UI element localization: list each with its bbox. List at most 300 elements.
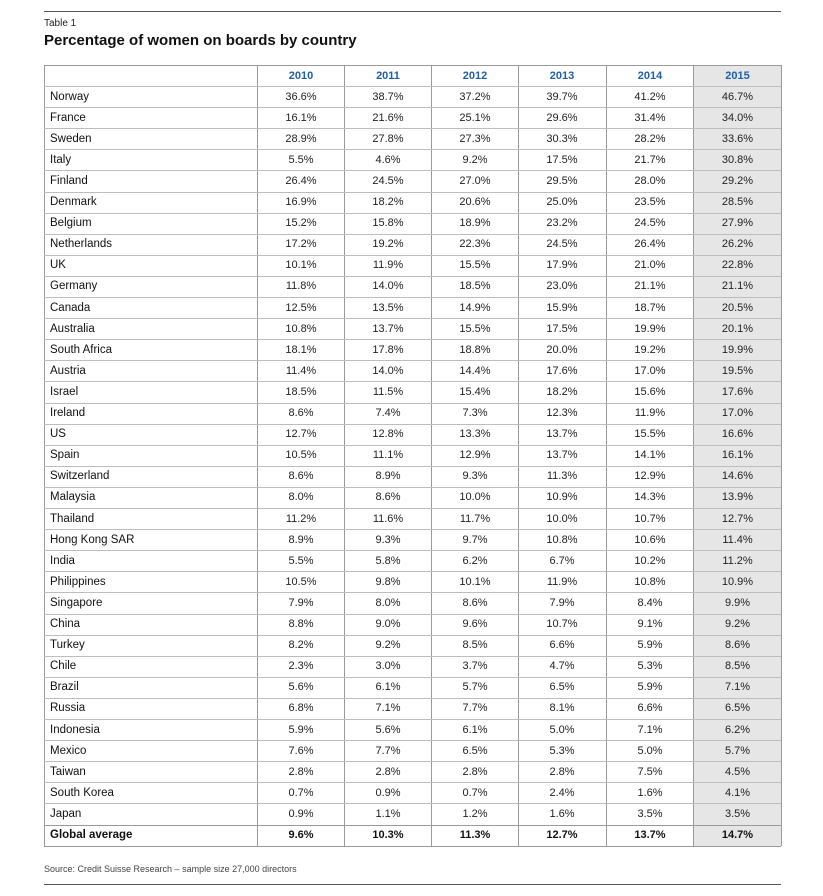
row-divider <box>44 846 781 847</box>
value-cell: 24.5% <box>546 238 578 251</box>
value-cell: 17.2% <box>285 238 317 251</box>
value-cell: 8.1% <box>549 702 575 715</box>
value-cell: 18.5% <box>285 385 317 398</box>
value-cell: 6.5% <box>724 702 751 715</box>
country-name: Denmark <box>50 196 97 209</box>
value-cell: 6.7% <box>549 554 575 567</box>
country-name: Belgium <box>50 217 92 230</box>
global-average-row <box>44 825 781 846</box>
value-cell: 12.8% <box>372 428 404 441</box>
country-name: Austria <box>50 364 86 377</box>
value-cell: 10.8% <box>634 575 666 588</box>
country-name: Japan <box>50 807 82 820</box>
value-cell: 11.3% <box>546 470 578 483</box>
country-name: Philippines <box>50 575 106 588</box>
value-cell: 15.5% <box>459 322 491 335</box>
value-cell: 20.6% <box>459 196 491 209</box>
table-title: Percentage of women on boards by country <box>44 32 357 49</box>
year-header-2014: 2014 <box>637 69 663 82</box>
value-cell: 5.0% <box>637 744 663 757</box>
value-cell: 0.9% <box>288 807 314 820</box>
value-cell: 12.7% <box>721 512 754 525</box>
value-cell: 28.0% <box>634 174 666 187</box>
value-cell: 34.0% <box>721 111 754 124</box>
table-row <box>44 276 781 297</box>
global-average-value: 13.7% <box>634 829 666 842</box>
value-cell: 38.7% <box>372 90 404 103</box>
value-cell: 14.0% <box>372 364 404 377</box>
value-cell: 11.9% <box>546 575 578 588</box>
value-cell: 11.2% <box>722 554 753 567</box>
value-cell: 7.9% <box>549 596 575 609</box>
value-cell: 29.5% <box>546 174 578 187</box>
table-row <box>44 592 781 613</box>
value-cell: 46.7% <box>721 90 754 103</box>
value-cell: 11.2% <box>285 512 317 525</box>
value-cell: 9.1% <box>637 618 663 631</box>
value-cell: 11.5% <box>372 385 404 398</box>
value-cell: 8.0% <box>288 491 314 504</box>
value-cell: 20.1% <box>721 322 754 335</box>
country-name: Spain <box>50 449 80 462</box>
value-cell: 9.2% <box>375 639 401 652</box>
value-cell: 11.8% <box>285 280 317 293</box>
value-cell: 14.9% <box>459 301 491 314</box>
table-row <box>44 635 781 656</box>
global-average-value: 14.7% <box>721 829 754 842</box>
value-cell: 9.3% <box>375 533 401 546</box>
country-name: Netherlands <box>50 238 113 251</box>
value-cell: 27.8% <box>372 132 404 145</box>
table-row <box>44 86 781 107</box>
table-row <box>44 508 781 529</box>
value-cell: 8.5% <box>462 639 488 652</box>
value-cell: 19.5% <box>721 364 754 377</box>
year-header-2010: 2010 <box>288 69 314 82</box>
country-name: Singapore <box>50 596 103 609</box>
value-cell: 6.5% <box>549 681 575 694</box>
value-cell: 13.5% <box>372 301 404 314</box>
table-row <box>44 719 781 740</box>
value-cell: 17.6% <box>546 364 578 377</box>
value-cell: 10.1% <box>285 259 317 272</box>
year-header-2012: 2012 <box>462 69 488 82</box>
country-name: Mexico <box>50 744 87 757</box>
value-cell: 5.0% <box>549 723 575 736</box>
table-row <box>44 529 781 550</box>
value-cell: 17.5% <box>546 153 578 166</box>
value-cell: 5.9% <box>637 681 663 694</box>
value-cell: 19.9% <box>634 322 666 335</box>
value-cell: 20.0% <box>546 343 578 356</box>
value-cell: 2.8% <box>375 765 401 778</box>
table-row <box>44 128 781 149</box>
value-cell: 14.4% <box>459 364 491 377</box>
column-divider <box>781 65 782 846</box>
table-row <box>44 107 781 128</box>
value-cell: 36.6% <box>285 90 317 103</box>
value-cell: 11.1% <box>372 449 404 462</box>
country-name: Sweden <box>50 132 92 145</box>
value-cell: 8.9% <box>288 533 314 546</box>
table-row <box>44 424 781 445</box>
value-cell: 10.2% <box>634 554 666 567</box>
country-name: US <box>50 428 66 441</box>
country-name: Australia <box>50 322 95 335</box>
value-cell: 18.8% <box>459 343 491 356</box>
table-row <box>44 487 781 508</box>
value-cell: 1.6% <box>549 807 575 820</box>
value-cell: 10.0% <box>459 491 491 504</box>
value-cell: 12.5% <box>285 301 317 314</box>
value-cell: 16.6% <box>721 428 754 441</box>
value-cell: 41.2% <box>634 90 666 103</box>
value-cell: 16.9% <box>285 196 317 209</box>
year-header-2011: 2011 <box>376 69 400 82</box>
value-cell: 11.6% <box>372 512 404 525</box>
value-cell: 5.5% <box>288 554 314 567</box>
table-row <box>44 318 781 339</box>
value-cell: 7.3% <box>462 407 488 420</box>
value-cell: 1.6% <box>637 786 663 799</box>
value-cell: 2.8% <box>462 765 488 778</box>
value-cell: 8.6% <box>288 407 314 420</box>
table-row <box>44 550 781 571</box>
value-cell: 14.0% <box>372 280 404 293</box>
value-cell: 0.7% <box>288 786 314 799</box>
country-name: UK <box>50 259 66 272</box>
value-cell: 7.1% <box>724 681 751 694</box>
value-cell: 4.7% <box>549 660 575 673</box>
country-name: Hong Kong SAR <box>50 533 135 546</box>
year-header-2015: 2015 <box>725 69 750 82</box>
value-cell: 6.2% <box>462 554 488 567</box>
value-cell: 23.2% <box>546 217 578 230</box>
value-cell: 10.5% <box>285 449 317 462</box>
value-cell: 14.6% <box>721 470 754 483</box>
value-cell: 10.5% <box>285 575 317 588</box>
value-cell: 21.6% <box>372 111 404 124</box>
value-cell: 16.1% <box>285 111 317 124</box>
value-cell: 10.1% <box>459 575 491 588</box>
value-cell: 12.9% <box>634 470 666 483</box>
value-cell: 5.6% <box>375 723 401 736</box>
global-average-value: 12.7% <box>546 829 578 842</box>
value-cell: 29.2% <box>721 174 754 187</box>
country-name: Germany <box>50 280 98 293</box>
value-cell: 28.5% <box>721 196 754 209</box>
value-cell: 17.9% <box>546 259 578 272</box>
country-name: Malaysia <box>50 491 96 504</box>
value-cell: 8.2% <box>288 639 314 652</box>
value-cell: 6.5% <box>462 744 488 757</box>
value-cell: 9.2% <box>462 153 488 166</box>
value-cell: 4.1% <box>724 786 751 799</box>
table-row <box>44 677 781 698</box>
value-cell: 6.2% <box>724 723 751 736</box>
global-average-label: Global average <box>50 829 133 842</box>
value-cell: 18.2% <box>546 385 578 398</box>
country-name: Italy <box>50 153 72 166</box>
value-cell: 9.0% <box>375 618 401 631</box>
value-cell: 2.8% <box>549 765 575 778</box>
table-row <box>44 466 781 487</box>
value-cell: 18.7% <box>634 301 666 314</box>
value-cell: 9.8% <box>375 575 401 588</box>
value-cell: 2.8% <box>288 765 314 778</box>
table-row <box>44 740 781 761</box>
global-average-value: 11.3% <box>459 829 491 842</box>
value-cell: 26.4% <box>634 238 666 251</box>
country-name: Finland <box>50 174 88 187</box>
value-cell: 27.3% <box>459 132 491 145</box>
row-divider <box>44 65 781 66</box>
value-cell: 10.9% <box>546 491 578 504</box>
value-cell: 6.8% <box>288 702 314 715</box>
value-cell: 8.0% <box>375 596 401 609</box>
value-cell: 8.6% <box>724 639 751 652</box>
value-cell: 5.3% <box>549 744 575 757</box>
value-cell: 8.8% <box>288 618 314 631</box>
source-note: Source: Credit Suisse Research – sample size 27,000 directors <box>44 864 297 874</box>
value-cell: 4.5% <box>724 765 751 778</box>
value-cell: 1.1% <box>375 807 401 820</box>
value-cell: 9.3% <box>462 470 488 483</box>
header-row <box>44 65 781 86</box>
value-cell: 28.2% <box>634 132 666 145</box>
value-cell: 11.4% <box>722 533 753 546</box>
value-cell: 8.9% <box>375 470 401 483</box>
value-cell: 17.8% <box>372 343 404 356</box>
value-cell: 19.2% <box>372 238 404 251</box>
value-cell: 7.9% <box>288 596 314 609</box>
value-cell: 5.6% <box>288 681 314 694</box>
value-cell: 39.7% <box>546 90 578 103</box>
table-row <box>44 614 781 635</box>
value-cell: 7.7% <box>462 702 488 715</box>
country-name: Canada <box>50 301 91 314</box>
table-row <box>44 803 781 824</box>
value-cell: 10.7% <box>546 618 578 631</box>
country-name: South Korea <box>50 786 114 799</box>
value-cell: 9.9% <box>724 596 751 609</box>
table-row <box>44 403 781 424</box>
value-cell: 7.7% <box>375 744 401 757</box>
value-cell: 15.4% <box>459 385 491 398</box>
value-cell: 17.0% <box>721 407 754 420</box>
value-cell: 5.3% <box>637 660 663 673</box>
value-cell: 18.1% <box>285 343 317 356</box>
value-cell: 24.5% <box>634 217 666 230</box>
table-row <box>44 297 781 318</box>
value-cell: 6.1% <box>375 681 401 694</box>
value-cell: 14.3% <box>634 491 666 504</box>
value-cell: 7.1% <box>637 723 663 736</box>
country-name: Thailand <box>50 512 95 525</box>
table-row <box>44 656 781 677</box>
global-average-value: 10.3% <box>372 829 404 842</box>
value-cell: 9.6% <box>462 618 488 631</box>
table-row <box>44 698 781 719</box>
table-row <box>44 761 781 782</box>
country-name: Israel <box>50 385 79 398</box>
table-row <box>44 571 781 592</box>
value-cell: 8.6% <box>288 470 314 483</box>
value-cell: 21.0% <box>634 259 666 272</box>
value-cell: 12.7% <box>285 428 317 441</box>
value-cell: 23.0% <box>546 280 578 293</box>
value-cell: 27.0% <box>459 174 491 187</box>
value-cell: 7.1% <box>375 702 401 715</box>
value-cell: 25.1% <box>459 111 491 124</box>
value-cell: 11.7% <box>459 512 491 525</box>
year-header-2013: 2013 <box>549 69 575 82</box>
value-cell: 15.8% <box>372 217 404 230</box>
value-cell: 18.2% <box>372 196 404 209</box>
value-cell: 24.5% <box>372 174 404 187</box>
country-name: Brazil <box>50 681 79 694</box>
table-row <box>44 339 781 360</box>
country-name: Indonesia <box>50 723 100 736</box>
value-cell: 5.9% <box>637 639 663 652</box>
value-cell: 37.2% <box>459 90 491 103</box>
value-cell: 0.9% <box>375 786 401 799</box>
value-cell: 11.4% <box>285 364 317 377</box>
value-cell: 13.3% <box>459 428 491 441</box>
value-cell: 25.0% <box>546 196 578 209</box>
value-cell: 13.7% <box>372 322 404 335</box>
value-cell: 33.6% <box>721 132 754 145</box>
value-cell: 13.9% <box>721 491 754 504</box>
value-cell: 12.9% <box>459 449 491 462</box>
value-cell: 18.9% <box>459 217 491 230</box>
country-name: China <box>50 618 81 631</box>
value-cell: 15.2% <box>285 217 317 230</box>
value-cell: 26.2% <box>721 238 754 251</box>
value-cell: 0.7% <box>462 786 488 799</box>
value-cell: 18.5% <box>459 280 491 293</box>
value-cell: 7.5% <box>637 765 663 778</box>
value-cell: 15.5% <box>459 259 491 272</box>
value-cell: 9.7% <box>462 533 488 546</box>
value-cell: 11.9% <box>372 259 404 272</box>
country-name: France <box>50 111 86 124</box>
table-row <box>44 255 781 276</box>
value-cell: 17.0% <box>634 364 666 377</box>
value-cell: 10.6% <box>634 533 666 546</box>
value-cell: 19.2% <box>634 343 666 356</box>
value-cell: 21.1% <box>634 280 666 293</box>
value-cell: 23.5% <box>634 196 666 209</box>
country-name: Switzerland <box>50 470 110 483</box>
country-name: South Africa <box>50 343 113 356</box>
value-cell: 10.8% <box>546 533 578 546</box>
value-cell: 10.0% <box>546 512 578 525</box>
country-name: Chile <box>50 660 77 673</box>
value-cell: 5.8% <box>375 554 401 567</box>
value-cell: 16.1% <box>721 449 754 462</box>
country-name: Russia <box>50 702 86 715</box>
value-cell: 21.7% <box>634 153 666 166</box>
value-cell: 13.7% <box>546 449 578 462</box>
value-cell: 10.7% <box>634 512 666 525</box>
value-cell: 19.9% <box>721 343 754 356</box>
global-average-value: 9.6% <box>288 829 314 842</box>
value-cell: 17.6% <box>721 385 754 398</box>
table-row <box>44 170 781 191</box>
country-name: Taiwan <box>50 765 86 778</box>
value-cell: 10.9% <box>721 575 754 588</box>
value-cell: 14.1% <box>634 449 666 462</box>
table-row <box>44 149 781 170</box>
value-cell: 7.6% <box>288 744 314 757</box>
value-cell: 21.1% <box>721 280 754 293</box>
value-cell: 8.6% <box>462 596 488 609</box>
table-row <box>44 234 781 255</box>
women-on-boards-table <box>44 65 781 846</box>
value-cell: 17.5% <box>546 322 578 335</box>
value-cell: 4.6% <box>375 153 401 166</box>
value-cell: 8.4% <box>637 596 663 609</box>
value-cell: 2.3% <box>288 660 314 673</box>
value-cell: 30.8% <box>721 153 754 166</box>
value-cell: 6.6% <box>637 702 663 715</box>
value-cell: 28.9% <box>285 132 317 145</box>
value-cell: 5.7% <box>462 681 488 694</box>
value-cell: 12.3% <box>546 407 578 420</box>
value-cell: 29.6% <box>546 111 578 124</box>
value-cell: 22.3% <box>459 238 491 251</box>
value-cell: 2.4% <box>549 786 575 799</box>
value-cell: 1.2% <box>462 807 488 820</box>
value-cell: 15.6% <box>634 385 666 398</box>
value-cell: 13.7% <box>546 428 578 441</box>
value-cell: 6.6% <box>549 639 575 652</box>
value-cell: 5.9% <box>288 723 314 736</box>
table-row <box>44 192 781 213</box>
value-cell: 3.5% <box>637 807 663 820</box>
bottom-rule <box>44 884 781 885</box>
country-name: Ireland <box>50 407 86 420</box>
value-cell: 20.5% <box>721 301 754 314</box>
value-cell: 5.5% <box>288 153 314 166</box>
value-cell: 3.7% <box>462 660 488 673</box>
value-cell: 11.9% <box>634 407 666 420</box>
value-cell: 3.5% <box>724 807 751 820</box>
value-cell: 8.5% <box>724 660 751 673</box>
table-row <box>44 782 781 803</box>
value-cell: 22.8% <box>721 259 754 272</box>
table-row <box>44 360 781 381</box>
country-name: India <box>50 554 75 567</box>
value-cell: 6.1% <box>462 723 488 736</box>
value-cell: 10.8% <box>285 322 317 335</box>
value-cell: 8.6% <box>375 491 401 504</box>
table-label: Table 1 <box>44 18 77 29</box>
top-rule <box>44 11 781 12</box>
value-cell: 5.7% <box>724 744 751 757</box>
value-cell: 9.2% <box>724 618 751 631</box>
table-row <box>44 381 781 402</box>
value-cell: 15.9% <box>546 301 578 314</box>
value-cell: 15.5% <box>634 428 666 441</box>
value-cell: 7.4% <box>375 407 401 420</box>
table-row <box>44 445 781 466</box>
value-cell: 30.3% <box>546 132 578 145</box>
value-cell: 31.4% <box>634 111 666 124</box>
value-cell: 3.0% <box>375 660 401 673</box>
table-row <box>44 213 781 234</box>
